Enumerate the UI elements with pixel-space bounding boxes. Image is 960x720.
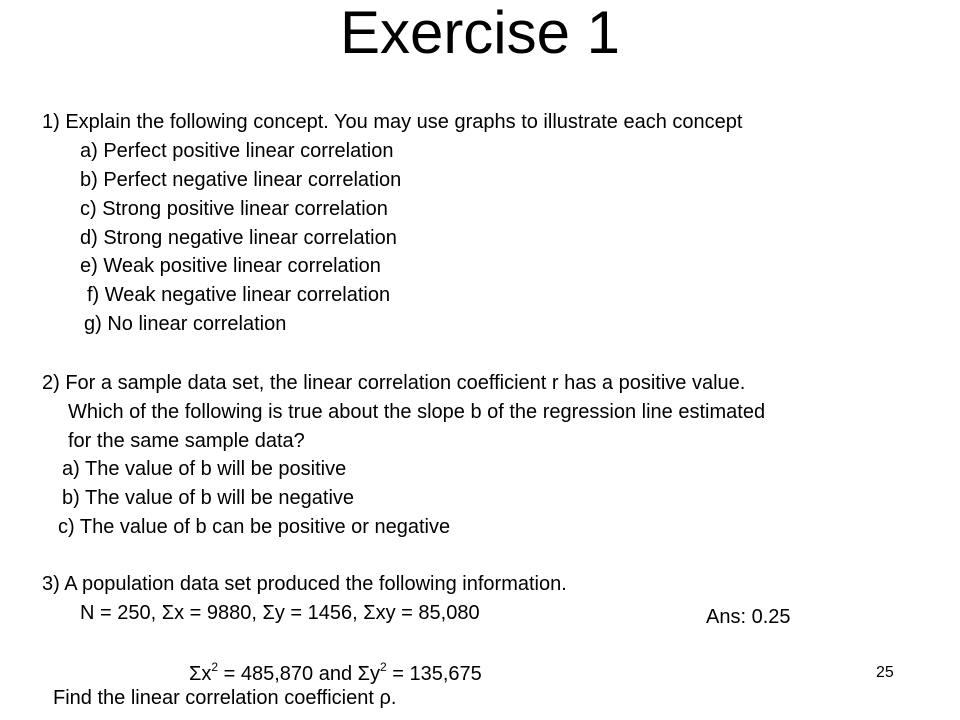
- exponent-y: 2: [380, 660, 387, 675]
- q1-item-e: e) Weak positive linear correlation: [80, 255, 381, 277]
- q3-given-values: N = 250, Σx = 9880, Σy = 1456, Σxy = 85,080: [80, 602, 480, 624]
- sum-x-value: = 485,870 and: [218, 663, 358, 685]
- q2-option-c: c) The value of b can be positive or negative: [58, 516, 451, 538]
- slide-title: Exercise 1: [339, 0, 621, 66]
- q1-item-d: d) Strong negative linear correlation: [80, 227, 397, 249]
- sum-x-label: Σx: [189, 663, 212, 685]
- sum-y-value: = 135,675: [386, 663, 482, 685]
- q1-item-c: c) Strong positive linear correlation: [80, 198, 388, 220]
- sum-y-label: Σy: [357, 663, 381, 685]
- q2-stem-line-3: for the same sample data?: [68, 430, 305, 452]
- q3-sum-of-squares: [189, 662, 482, 686]
- answer-text: Ans: 0.25: [706, 606, 791, 628]
- q2-option-b: b) The value of b will be negative: [62, 487, 355, 509]
- q1-stem: 1) Explain the following concept. You may use graphs to illustrate each concept: [42, 111, 743, 133]
- q1-item-g: g) No linear correlation: [84, 313, 287, 335]
- q2-stem-line-1: 2) For a sample data set, the linear correlation coefficient r has a positive value.: [42, 372, 746, 394]
- q3-task: Find the linear correlation coefficient ρ.: [53, 687, 397, 709]
- exponent-x: 2: [211, 660, 219, 675]
- q1-item-b: b) Perfect negative linear correlation: [80, 169, 402, 191]
- q1-item-a: a) Perfect positive linear correlation: [80, 140, 394, 162]
- q1-item-f: f) Weak negative linear correlation: [87, 284, 391, 306]
- q3-stem: 3) A population data set produced the following information.: [42, 573, 567, 595]
- q2-stem-line-2: Which of the following is true about the slope b of the regression line estimated: [68, 401, 766, 423]
- q2-option-a: a) The value of b will be positive: [62, 458, 347, 480]
- page-number: 25: [876, 664, 894, 681]
